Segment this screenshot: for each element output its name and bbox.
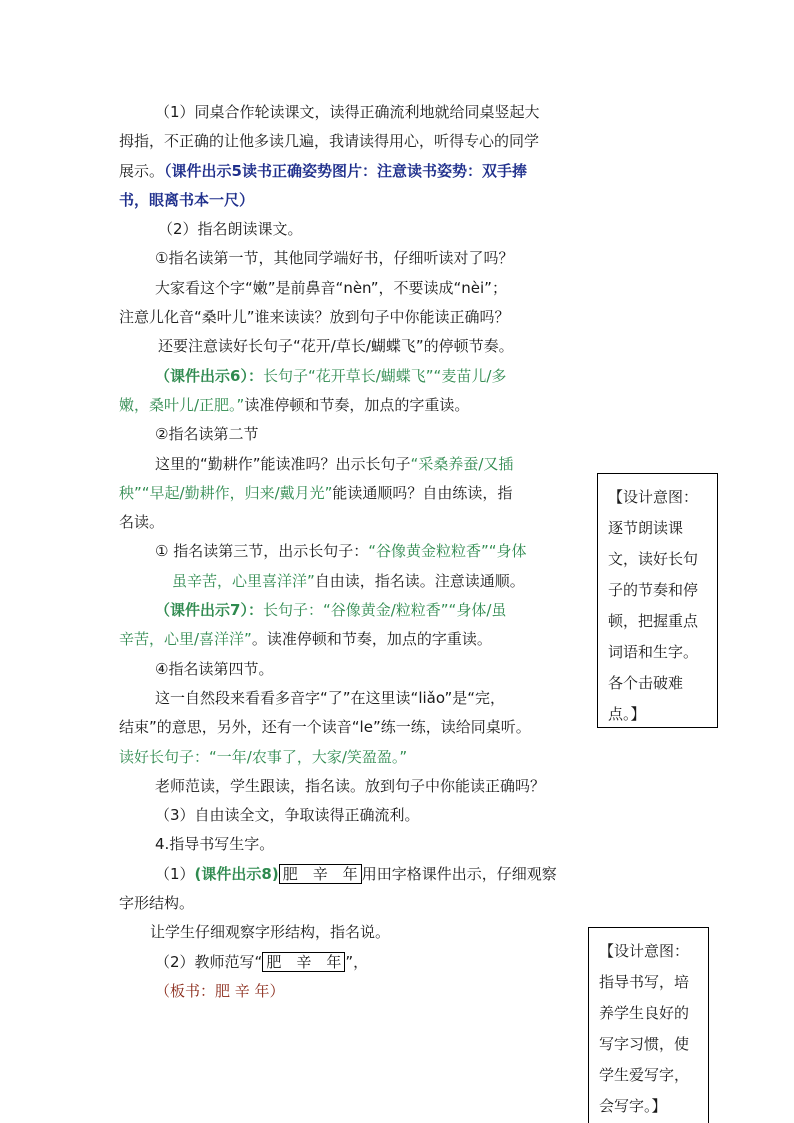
courseware-note: (课件出示8) bbox=[194, 864, 279, 883]
paragraph-line: （2）教师范写“ 肥 辛 年 ”， bbox=[155, 952, 369, 971]
board-writing: （板书：肥 辛 年） bbox=[155, 981, 285, 1000]
paragraph-line: 读好长句子：“一年/农事了，大家/笑盈盈。” bbox=[119, 747, 408, 766]
design-intent-note bbox=[597, 473, 718, 728]
paragraph-line: （1）同桌合作轮读课文，读得正确流利地就给同桌竖起大 bbox=[155, 103, 540, 121]
courseware-note: （课件出示5读书正确姿势图片：注意读书姿势：双手捧 bbox=[164, 161, 527, 180]
paragraph-line: 字形结构。 bbox=[119, 894, 195, 913]
paragraph-line: 结束”的意思，另外，还有一个读音“le”练一练，读给同桌听。 bbox=[119, 718, 531, 737]
paragraph-line: 拇指，不正确的让他多读几遍，我请读得用心，听得专心的同学 bbox=[119, 132, 540, 151]
paragraph-line: 嫩，桑叶儿/正肥。”读准停顿和节奏，加点的字重读。 bbox=[119, 395, 470, 414]
paragraph-line: （3）自由读全文，争取读得正确流利。 bbox=[155, 806, 420, 825]
courseware-note: （课件出示6）： bbox=[155, 366, 263, 385]
paragraph-line: 秧”“早起/勤耕作，归来/戴月光”能读通顺吗？自由练读，指 bbox=[119, 483, 513, 502]
paragraph-line: ④指名读第四节。 bbox=[155, 659, 274, 678]
paragraph-line: 展示。（课件出示5读书正确姿势图片：注意读书姿势：双手捧 bbox=[119, 161, 527, 180]
design-intent-note bbox=[588, 927, 709, 1123]
paragraph-line: 让学生仔细观察字形结构，指名说。 bbox=[150, 923, 391, 942]
paragraph-line: （2）指名朗读课文。 bbox=[158, 220, 303, 239]
paragraph-line: 这里的“勤耕作”能读准吗？出示长句子“采桑养蚕/又插 bbox=[155, 454, 514, 473]
character-box: 肥 辛 年 bbox=[279, 864, 362, 884]
paragraph-line: 还要注意读好长句子“花开/草长/蝴蝶飞”的停顿节奏。 bbox=[158, 337, 514, 356]
paragraph-line: 大家看这个字“嫩”是前鼻音“nèn”，不要读成“nèi”； bbox=[155, 278, 507, 297]
paragraph-line: ① 指名读第三节，出示长句子：“谷像黄金粒粒香”“身体 bbox=[155, 542, 527, 561]
paragraph-line: 这一自然段来看看多音字“了”在这里读“liǎo”是“完， bbox=[155, 688, 506, 707]
paragraph-line: 4.指导书写生字。 bbox=[155, 835, 275, 854]
courseware-note: （课件出示7）： bbox=[155, 601, 263, 620]
paragraph-line: （课件出示6）：长句子“花开草长/蝴蝶飞”“麦苗儿/多 bbox=[155, 366, 507, 385]
paragraph-line: 辛苦，心里/喜洋洋”。读准停顿和节奏，加点的字重读。 bbox=[119, 630, 492, 649]
paragraph-line: 名读。 bbox=[119, 513, 165, 532]
paragraph-line: （1）(课件出示8) 肥 辛 年 用田字格课件出示，仔细观察 bbox=[155, 864, 557, 883]
paragraph-line: 书，眼离书本一尺） bbox=[119, 190, 255, 209]
paragraph-line: 老师范读，学生跟读，指名读。放到句子中你能读正确吗？ bbox=[155, 776, 546, 795]
design-intent-text: 【设计意图：指导书写，培养学生良好的写字习惯，使学生爱写字，会写字。】 bbox=[599, 942, 690, 1115]
design-intent-text: 【设计意图：逐节朗读课文，读好长句子的节奏和停顿，把握重点词语和生字。各个击破难点。】 bbox=[608, 488, 699, 723]
paragraph-line: 注意儿化音“桑叶儿”谁来读读？放到句子中你能读正确吗？ bbox=[119, 308, 510, 327]
paragraph-line: ②指名读第二节 bbox=[155, 425, 259, 444]
paragraph-line: 虽辛苦，心里喜洋洋”自由读，指名读。注意读通顺。 bbox=[172, 571, 525, 590]
paragraph-line: （课件出示7）：长句子：“谷像黄金/粒粒香”“身体/虽 bbox=[155, 601, 507, 620]
paragraph-line: ①指名读第一节，其他同学端好书，仔细听读对了吗？ bbox=[155, 249, 514, 268]
lesson-plan-body bbox=[119, 98, 569, 1006]
character-box: 肥 辛 年 bbox=[262, 952, 345, 972]
